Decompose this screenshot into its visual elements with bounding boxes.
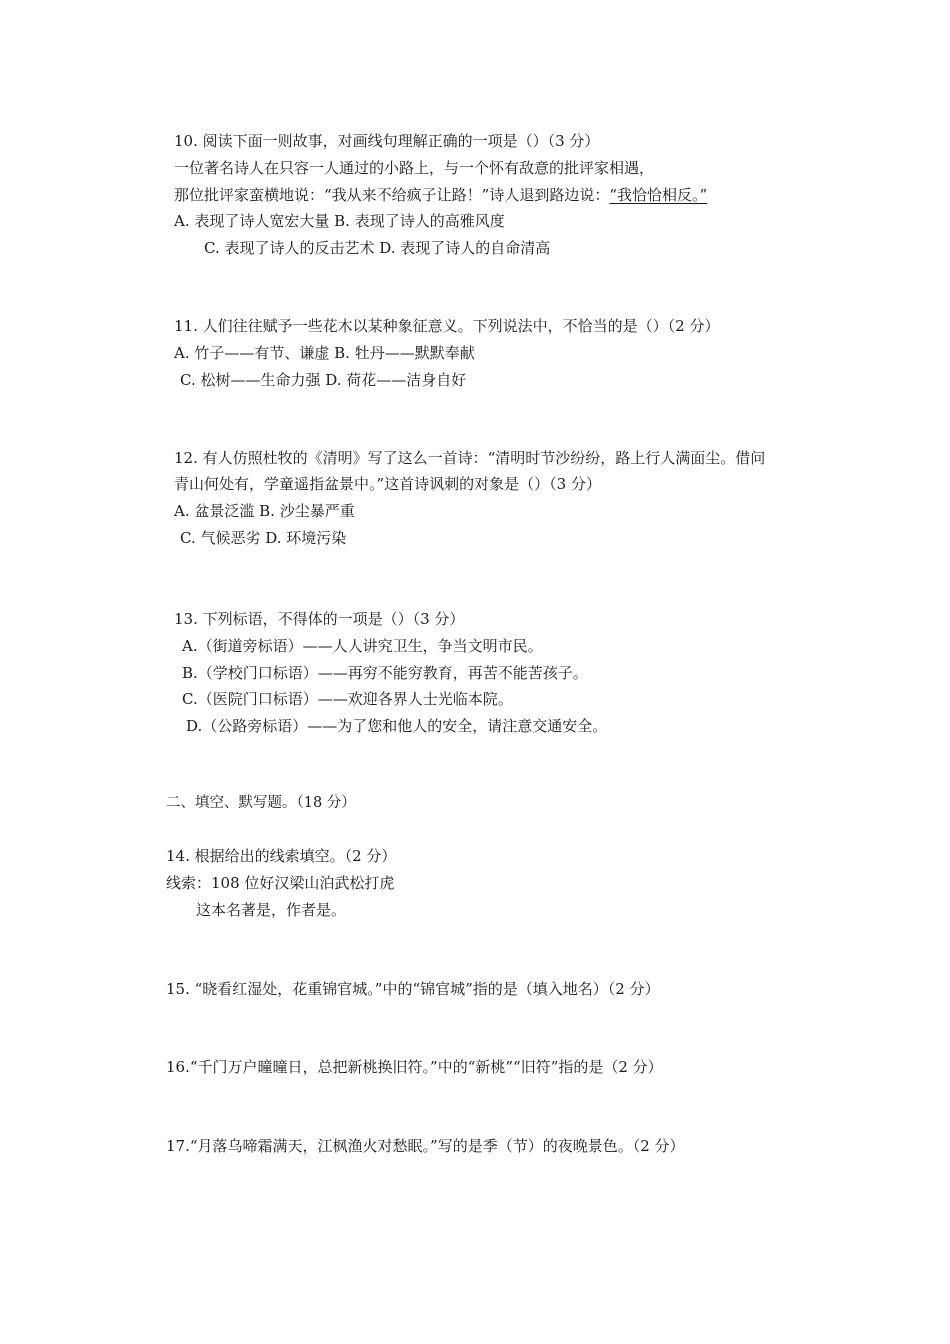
q10-options-ab: A. 表现了诗人宽宏大量 B. 表现了诗人的高雅风度 bbox=[174, 212, 505, 230]
q12-stem-line-1: 12. 有人仿照杜牧的《清明》写了这么一首诗：“清明时节沙纷纷，路上行人满面尘。借问 bbox=[174, 449, 766, 467]
q11-options-ab: A. 竹子——有节、谦虚 B. 牡丹——默默奉献 bbox=[174, 344, 475, 362]
q12-stem-line-2: 青山何处有，学童遥指盆景中。”这首诗讽刺的对象是（）（3 分） bbox=[174, 475, 601, 493]
q11-stem: 11. 人们往往赋予一些花木以某种象征意义。下列说法中，不恰当的是（）（2 分） bbox=[174, 317, 720, 335]
section-2-heading: 二、填空、默写题。（18 分） bbox=[166, 795, 356, 811]
q14-stem: 14. 根据给出的线索填空。（2 分） bbox=[166, 847, 397, 865]
q13-option-c: C.（医院门口标语）——欢迎各界人士光临本院。 bbox=[182, 690, 513, 708]
q10-story-line-2 bbox=[174, 185, 707, 205]
q12-options-cd: C. 气候恶劣 D. 环境污染 bbox=[180, 529, 347, 547]
q13-option-a: A.（街道旁标语）——人人讲究卫生，争当文明市民。 bbox=[182, 637, 543, 655]
q16-stem: 16.“千门万户曈曈日，总把新桃换旧符。”中的“新桃”“旧符”指的是（2 分） bbox=[166, 1058, 663, 1076]
q10-story-line-1: 一位著名诗人在只容一人通过的小路上，与一个怀有敌意的批评家相遇， bbox=[174, 159, 655, 177]
q14-clue: 线索：108 位好汉梁山泊武松打虎 bbox=[166, 874, 395, 892]
q13-stem: 13. 下列标语，不得体的一项是（）（3 分） bbox=[174, 610, 465, 628]
q13-option-b: B.（学校门口标语）——再穷不能穷教育，再苦不能苦孩子。 bbox=[182, 664, 588, 682]
q17-stem: 17.“月落乌啼霜满天，江枫渔火对愁眠。”写的是季（节）的夜晚景色。（2 分） bbox=[166, 1137, 685, 1155]
q14-blank: 这本名著是，作者是。 bbox=[196, 901, 347, 919]
q10-stem: 10. 阅读下面一则故事，对画线句理解正确的一项是（）（3 分） bbox=[174, 132, 600, 150]
q12-options-ab: A. 盆景泛滥 B. 沙尘暴严重 bbox=[174, 502, 355, 520]
q10-story-plain: 那位批评家蛮横地说：“我从来不给疯子让路！”诗人退到路边说： bbox=[174, 186, 610, 204]
q10-underlined-sentence: “我恰恰相反。” bbox=[609, 186, 708, 204]
q15-stem: 15. “晓看红湿处，花重锦官城。”中的“锦官城”指的是（填入地名）（2 分） bbox=[166, 980, 660, 998]
q11-options-cd: C. 松树——生命力强 D. 荷花——洁身自好 bbox=[180, 371, 467, 389]
q10-options-cd: C. 表现了诗人的反击艺术 D. 表现了诗人的自命清高 bbox=[204, 239, 551, 257]
q13-option-d: D.（公路旁标语）——为了您和他人的安全，请注意交通安全。 bbox=[186, 717, 608, 735]
